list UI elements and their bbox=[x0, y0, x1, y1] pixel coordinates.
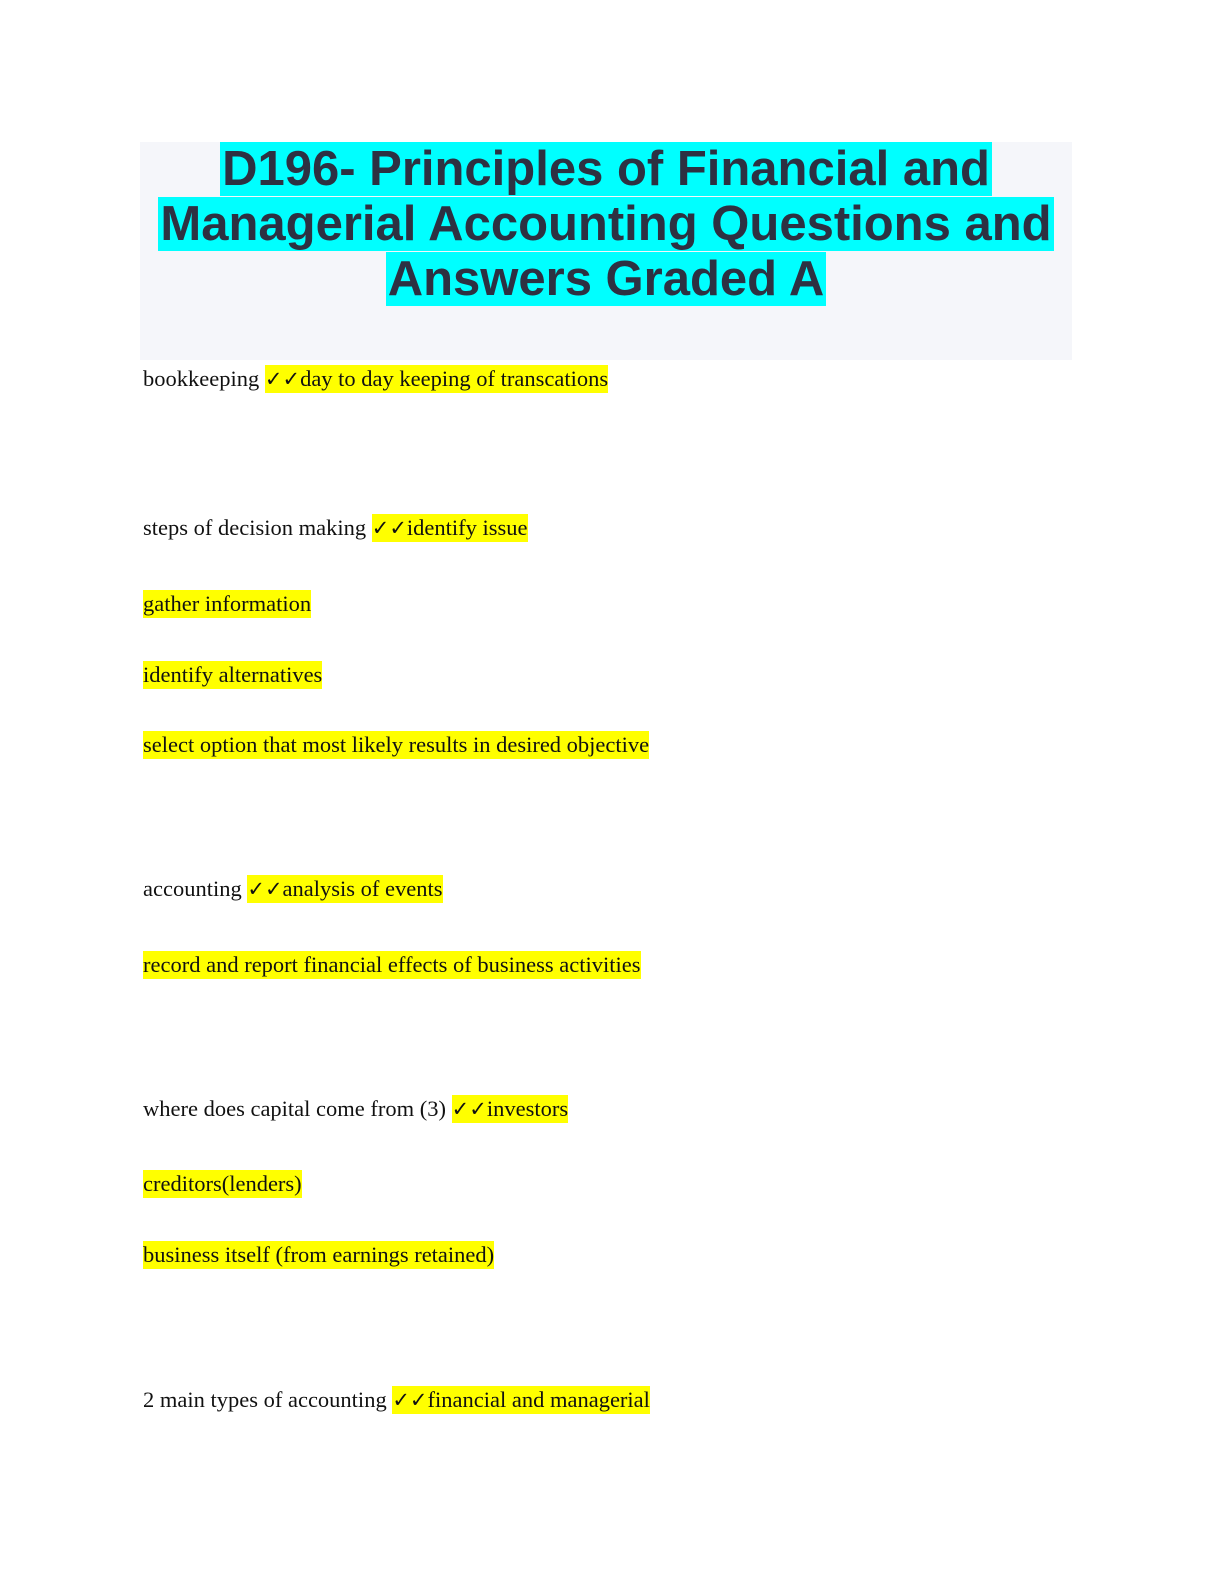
answer-continuation bbox=[143, 730, 649, 760]
answer bbox=[392, 1386, 650, 1414]
answer-text: identify alternatives bbox=[143, 662, 323, 687]
answer-text: financial and managerial bbox=[427, 1387, 650, 1412]
answer bbox=[247, 875, 442, 903]
double-check-icon: ✓✓ bbox=[247, 877, 283, 901]
answer-continuation bbox=[143, 660, 322, 690]
answer-text: day to day keeping of transcations bbox=[300, 366, 609, 391]
answer-continuation bbox=[143, 589, 311, 619]
double-check-icon: ✓✓ bbox=[371, 516, 407, 540]
title-line-3: Answers Graded A bbox=[387, 252, 825, 306]
double-check-icon: ✓✓ bbox=[392, 1388, 428, 1412]
flashcard-2-main-types-of-accounting bbox=[143, 1385, 650, 1415]
answer-continuation bbox=[143, 1240, 494, 1270]
title-line-2: Managerial Accounting Questions and bbox=[160, 197, 1052, 251]
flashcard-accounting bbox=[143, 874, 443, 904]
answer-continuation bbox=[143, 1169, 302, 1199]
term: 2 main types of accounting bbox=[143, 1387, 387, 1412]
answer-text: business itself (from earnings retained) bbox=[143, 1242, 495, 1267]
answer bbox=[372, 514, 528, 542]
double-check-icon: ✓✓ bbox=[451, 1097, 487, 1121]
answer-text: gather information bbox=[143, 591, 312, 616]
answer-text: investors bbox=[486, 1096, 569, 1121]
answer-text: creditors(lenders) bbox=[143, 1171, 302, 1196]
answer-continuation bbox=[143, 950, 641, 980]
answer-text: identify issue bbox=[406, 515, 528, 540]
answer bbox=[265, 365, 608, 393]
answer bbox=[452, 1095, 568, 1123]
term: where does capital come from (3) bbox=[143, 1096, 446, 1121]
document-title bbox=[140, 142, 1072, 307]
double-check-icon: ✓✓ bbox=[264, 367, 301, 391]
term: accounting bbox=[143, 876, 242, 901]
flashcard-where-does-capital-come-from bbox=[143, 1094, 568, 1124]
answer-text: select option that most likely results in desired objective bbox=[143, 732, 650, 757]
term: steps of decision making bbox=[143, 515, 367, 540]
answer-text: analysis of events bbox=[282, 876, 443, 901]
flashcard-bookkeeping bbox=[143, 364, 608, 394]
flashcard-steps-of-decision-making bbox=[143, 513, 528, 543]
term: bookkeeping bbox=[143, 366, 260, 391]
title-line-1: D196- Principles of Financial and bbox=[222, 142, 990, 196]
answer-text: record and report financial effects of business activities bbox=[143, 952, 641, 977]
title-banner bbox=[140, 142, 1072, 360]
